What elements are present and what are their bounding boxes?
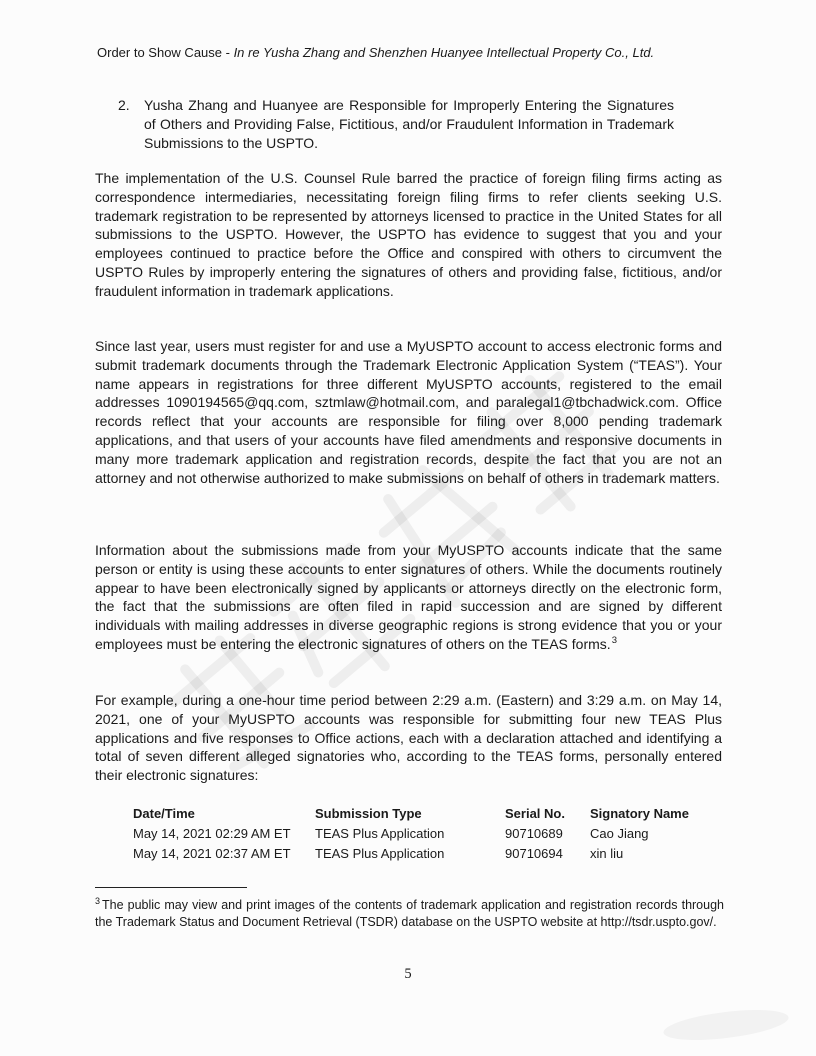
section-heading-text: Yusha Zhang and Huanyee are Responsible for Improperly Entering the Signatures of Others and Providing False, Fictitious, and/or Fraudulent Information in Trademark Submissions to the USPTO. bbox=[144, 97, 674, 151]
cell-datetime: May 14, 2021 02:29 AM ET bbox=[133, 826, 291, 841]
paragraph-text: For example, during a one-hour time period between 2:29 a.m. (Eastern) and 3:29 a.m. on May 14, 2021, one of your MyUSPTO accounts was responsible for submitting four new TEAS Plus applications and five responses to Office actions, each with a declaration attached and identifying a total of seven different alleged signatories who, according to the TEAS forms, personally entered their electronic signatures: bbox=[95, 692, 722, 784]
column-header-datetime: Date/Time bbox=[133, 806, 195, 821]
cell-signatory-name: Cao Jiang bbox=[590, 826, 649, 841]
cell-datetime: May 14, 2021 02:37 AM ET bbox=[133, 846, 291, 861]
running-header bbox=[97, 45, 737, 61]
column-header-serial-no: Serial No. bbox=[505, 806, 565, 821]
scan-smudge bbox=[662, 1004, 790, 1045]
paragraph-myuspto-accounts bbox=[95, 337, 722, 487]
submissions-table bbox=[133, 804, 720, 864]
footnote-marker: 3 bbox=[95, 896, 101, 906]
header-title: Order to Show Cause - bbox=[97, 45, 234, 60]
paragraph-counsel-rule bbox=[95, 169, 722, 301]
paragraph-text: Since last year, users must register for and use a MyUSPTO account to access electronic forms and submit trademark documents through the Trademark Electronic Application System (“TEAS”). Your name appears in registrations for three different MyUSPTO accounts, registered to the email addresses 1090194565@qq.com, sztmlaw@hotmail.com, and paralegal1@tbchadwick.com. Office records reflect that your accounts are responsible for filing over 8,000 pending trademark applications, and that users of your accounts have filed amendments and responsive documents in many more trademark application and registration records, despite the fact that you are not an attorney and not otherwise authorized to make submissions on behalf of others in trademark matters. bbox=[95, 338, 722, 486]
paragraph-text: The implementation of the U.S. Counsel Rule barred the practice of foreign filing firms acting as correspondence intermediaries, necessitating foreign filing firms to refer clients seeking U.S. trademark registration to be represented by attorneys licensed to practice in the United States for all submissions to the USPTO. However, the USPTO has evidence to suggest that you and your employees continued to practice before the Office and conspired with others to circumvent the USPTO Rules by improperly entering the signatures of others and providing false, fictitious, and/or fraudulent information in trademark applications. bbox=[95, 170, 722, 299]
paragraph-submissions-evidence bbox=[95, 541, 722, 654]
footnote-text: The public may view and print images of the contents of trademark application and registration records through the Trademark Status and Document Retrieval (TSDR) database on the USPTO website at http://tsdr.uspto.gov/. bbox=[95, 898, 724, 930]
header-case-name: In re Yusha Zhang and Shenzhen Huanyee Intellectual Property Co., Ltd. bbox=[233, 45, 655, 60]
section-number: 2. bbox=[118, 97, 130, 113]
cell-submission-type: TEAS Plus Application bbox=[315, 846, 445, 861]
column-header-signatory-name: Signatory Name bbox=[590, 806, 689, 821]
section-heading bbox=[118, 96, 674, 153]
paragraph-text: Information about the submissions made from your MyUSPTO accounts indicate that the same person or entity is using these accounts to enter signatures of others. While the documents routinely appear to have been electronically signed by applicants or attorneys directly on the electronic form, the fact that the submissions are often filed in rapid succession and are signed by different individuals with mailing addresses in diverse geographic regions is strong evidence that you or your employees must be entering the electronic signatures of others on the TEAS forms. bbox=[95, 542, 722, 652]
paragraph-example-filings bbox=[95, 691, 722, 785]
table-header-row bbox=[133, 804, 720, 824]
cell-submission-type: TEAS Plus Application bbox=[315, 826, 445, 841]
cell-serial-no: 90710689 bbox=[505, 826, 563, 841]
cell-signatory-name: xin liu bbox=[590, 846, 624, 861]
footnote-separator bbox=[95, 887, 247, 888]
column-header-submission-type: Submission Type bbox=[315, 806, 422, 821]
cell-serial-no: 90710694 bbox=[505, 846, 563, 861]
footnote-reference-3: 3 bbox=[611, 635, 617, 647]
table-row bbox=[133, 844, 720, 864]
footnote-3 bbox=[95, 893, 724, 931]
table-row bbox=[133, 824, 720, 844]
page-number: 5 bbox=[404, 966, 412, 982]
